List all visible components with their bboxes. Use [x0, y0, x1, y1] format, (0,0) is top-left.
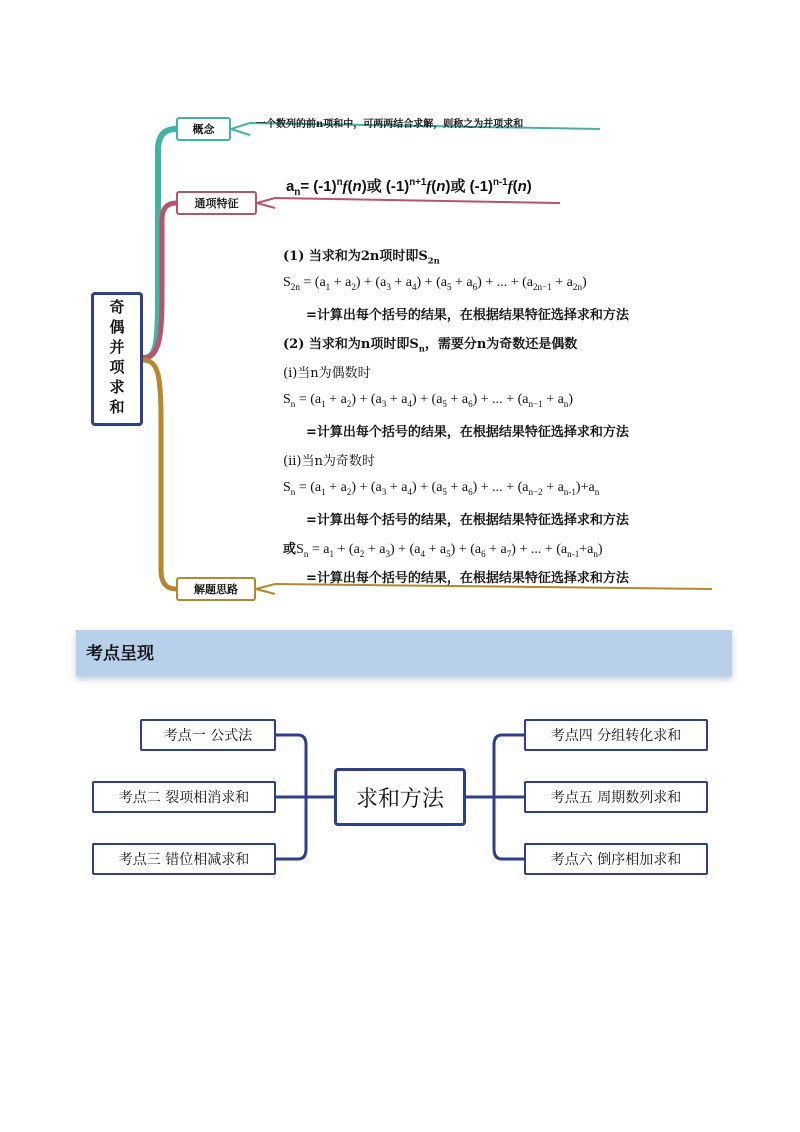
general-term-node [176, 191, 257, 215]
methods-center-label: 求和方法 [355, 786, 444, 812]
note-4: =计算出每个括号的结果，在根据结果特征选择求和方法 [306, 571, 629, 586]
solution-node [176, 577, 256, 601]
method-left-1: 考点一 公式法 [140, 719, 276, 751]
case1-title: (1) 当求和为2n项时即$S_{2n}$ [283, 249, 440, 266]
method-right-2: 考点五 周期数列求和 [524, 781, 708, 813]
section-title: 考点呈现 [86, 644, 154, 664]
general-term-label: 通项特征 [194, 197, 239, 210]
odd-alt-formula: 或$S_n = a_1 + (a_2 + a_3) + (a_4 + a_5) + (a_6 + a_7)$ + ... + $(a_{n-1}+a_n)$ [283, 542, 603, 559]
even-formula: $S_n = (a_1 + a_2) + (a_3 + a_4) + (a_5 + a_6)$ + ... + $(a_{n-1} + a_n)$ [283, 392, 574, 409]
odd-formula: $S_n = (a_1 + a_2) + (a_3 + a_4) + (a_5 + a_6)$ + ... + $(a_{n-2} + a_{n-1})+a_n$ [283, 480, 600, 497]
central-topic-label: 奇偶并项求和 [107, 299, 126, 419]
even-title: (i)当n为偶数时 [283, 366, 371, 381]
concept-text: 一个数列的前n项和中，可两两结合求解，则称之为并项求和 [256, 119, 524, 130]
method-left-3: 考点三 错位相减求和 [92, 843, 276, 875]
case1-formula: $S_{2n} = (a_1 + a_2) + (a_3 + a_4) + (a_5 + a_6)$ + ... + $(a_{2n-1} + a_{2n})$ [283, 275, 587, 292]
note-2: =计算出每个括号的结果，在根据结果特征选择求和方法 [306, 425, 629, 440]
concept-label: 概念 [192, 123, 215, 136]
note-3: =计算出每个括号的结果，在根据结果特征选择求和方法 [306, 513, 629, 528]
case2-title: (2) 当求和为n项时即$S_n$，需要分n为奇数还是偶数 [283, 337, 578, 354]
odd-title: (ii)当n为奇数时 [283, 454, 375, 469]
method-right-1: 考点四 分组转化求和 [524, 719, 708, 751]
note-1: =计算出每个括号的结果，在根据结果特征选择求和方法 [306, 308, 629, 323]
general-term-formula: $a_n= (-1)^nf(n)$或 $(-1)^{n+1}f(n)$或 $(-1)^{n-1}f(n)$ [286, 177, 532, 198]
method-right-3: 考点六 倒序相加求和 [524, 843, 708, 875]
concept-node [176, 117, 231, 141]
central-topic [91, 292, 143, 426]
method-left-2: 考点二 裂项相消求和 [92, 781, 276, 813]
methods-center [334, 768, 466, 826]
solution-label: 解题思路 [194, 583, 238, 596]
section-banner [76, 630, 732, 676]
